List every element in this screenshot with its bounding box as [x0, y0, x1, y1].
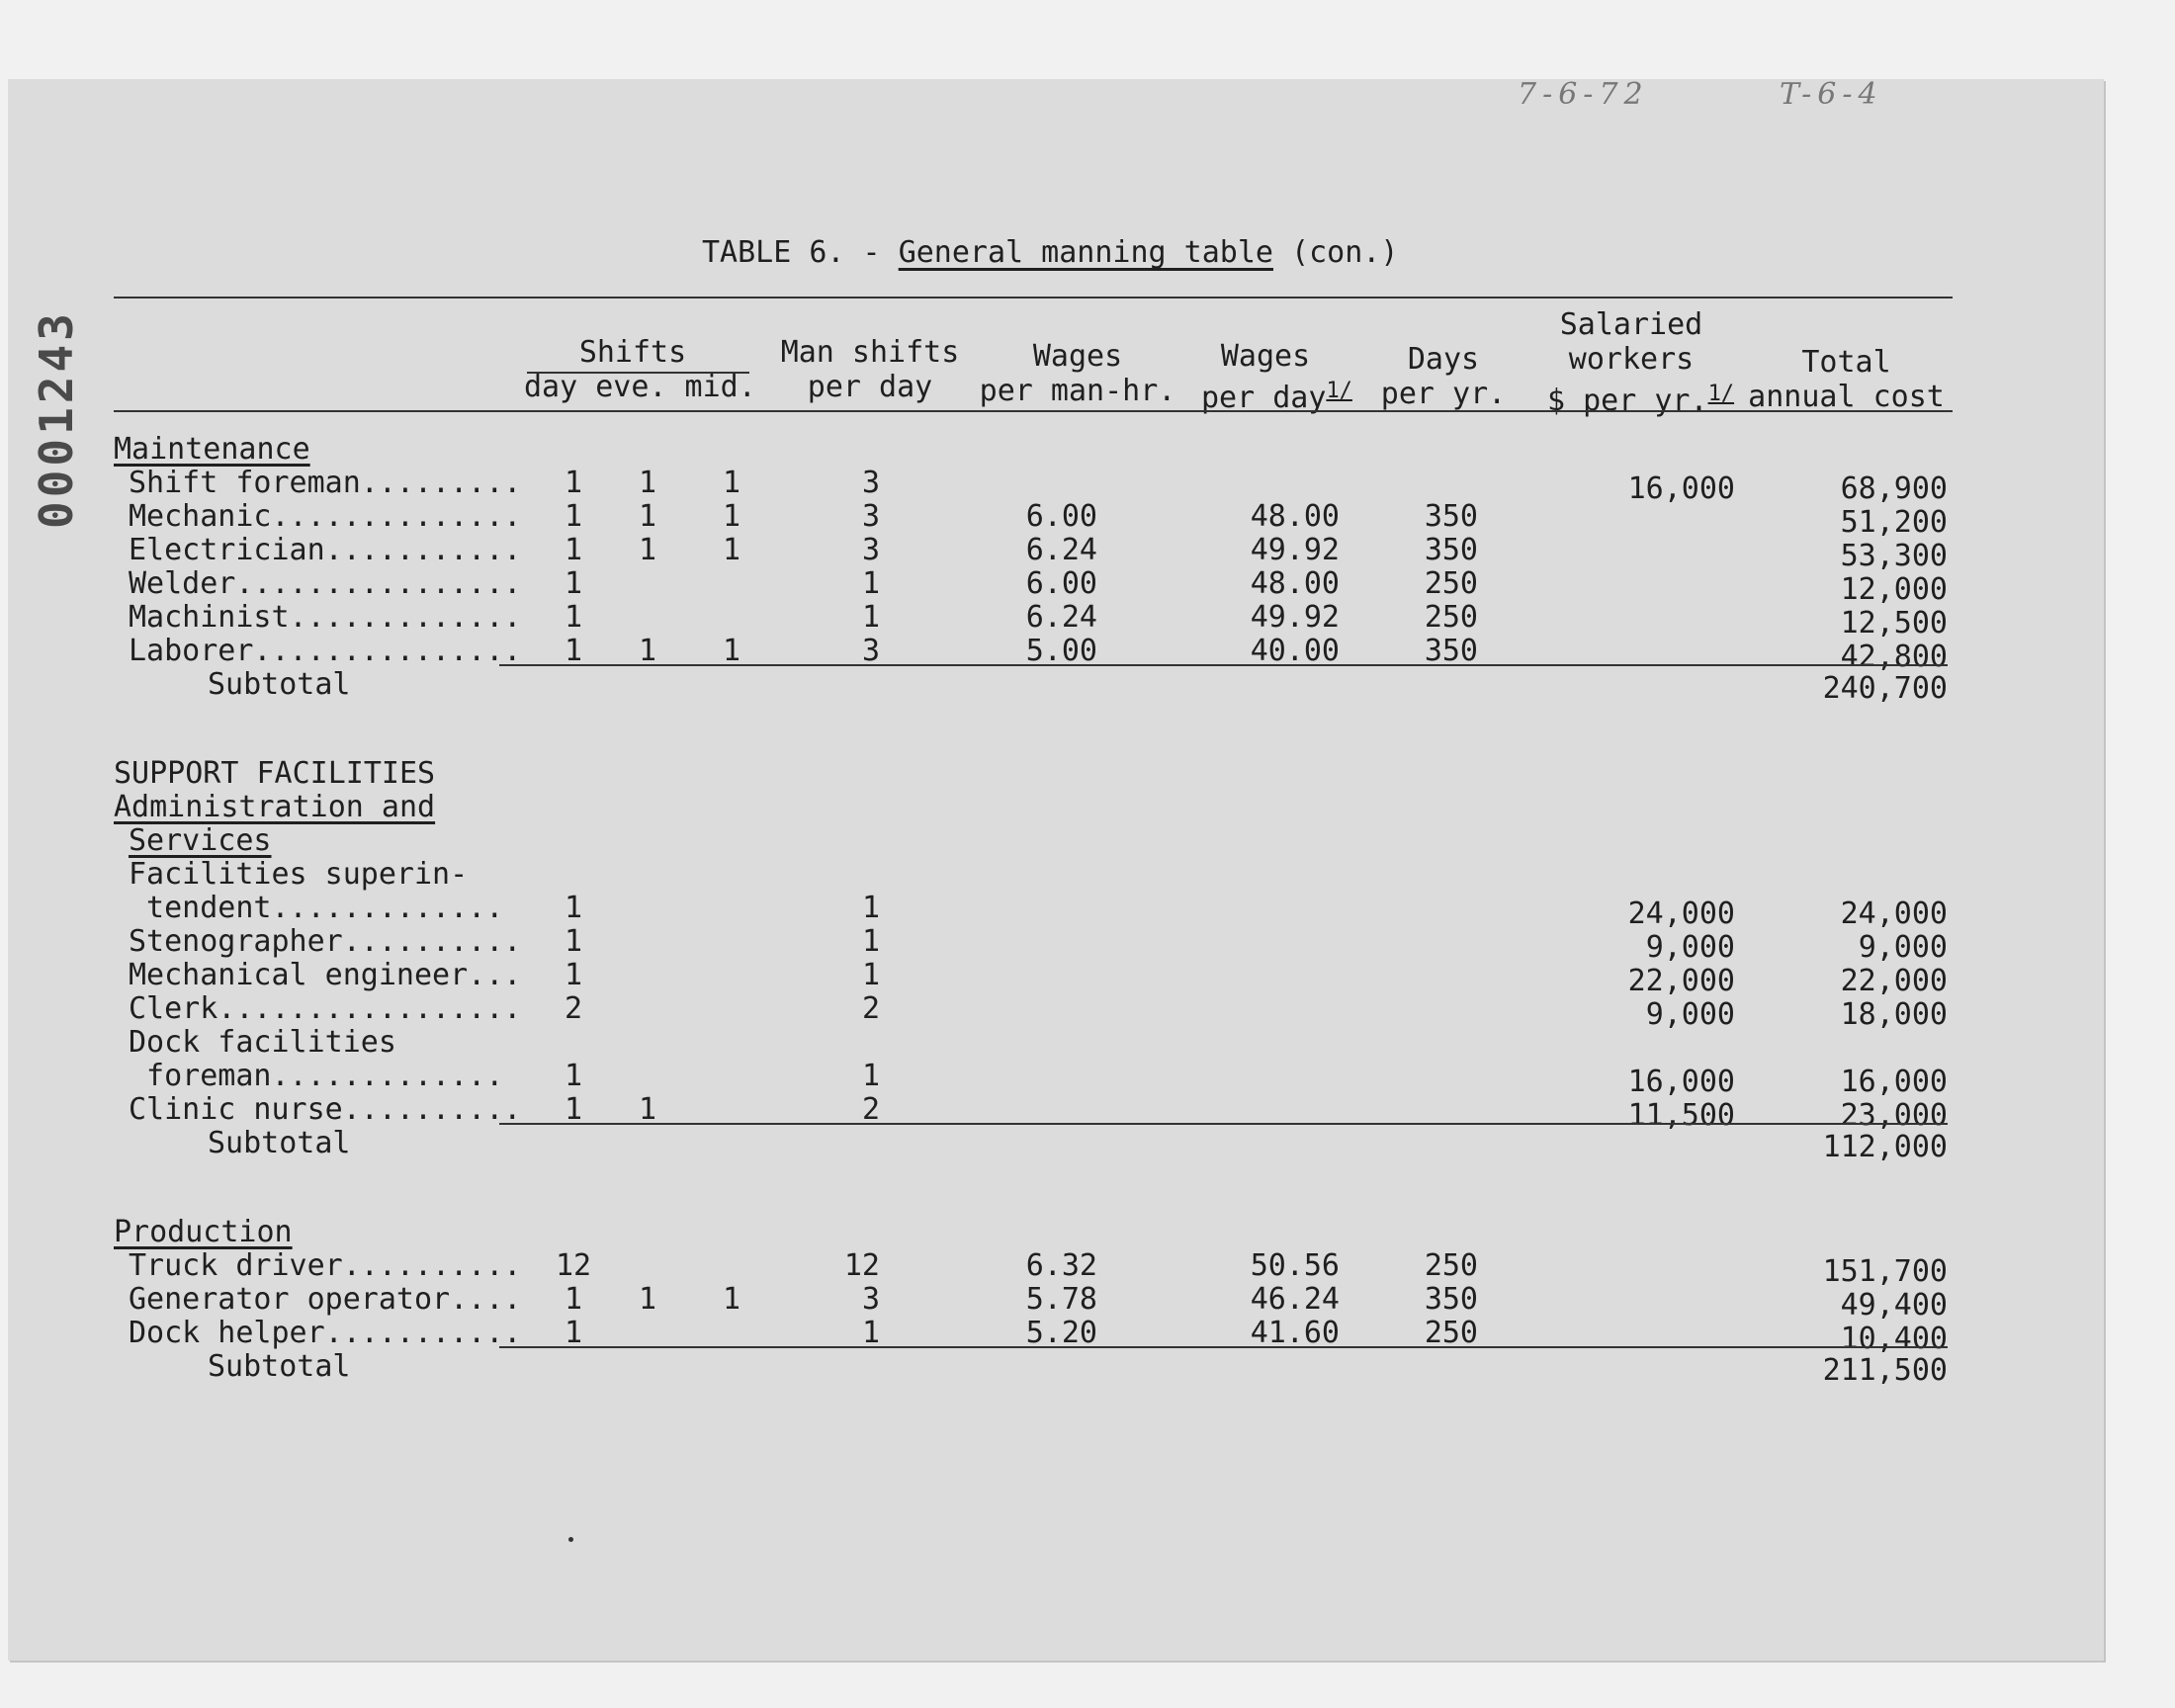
row-label: Shift foreman......... [129, 466, 522, 500]
days-per-year-value: 350 [1424, 499, 1478, 534]
header-salaried: Salaried [1559, 307, 1703, 342]
header-days: Days [1407, 342, 1480, 377]
row-label: Clinic nurse.......... [129, 1092, 522, 1127]
days-per-year-value: 250 [1424, 1248, 1478, 1283]
row-label: Truck driver.......... [129, 1248, 522, 1283]
header-shift-columns: day eve. mid. [524, 370, 756, 404]
total-cost-value: 42,800 [1840, 640, 1948, 674]
wages-per-hour-value: 5.00 [1025, 634, 1097, 668]
total-cost-value: 16,000 [1840, 1065, 1948, 1099]
header-wages-hr-sub: per man-hr. [979, 374, 1176, 408]
subtotal-label: Subtotal [208, 667, 351, 702]
section-heading: Services [129, 823, 272, 858]
salary-value: 16,000 [1627, 1065, 1735, 1099]
shift-day-count: 1 [564, 891, 583, 925]
wages-per-day-value: 41.60 [1250, 1316, 1340, 1350]
days-per-year-value: 250 [1424, 1316, 1478, 1350]
row-label: Electrician........... [129, 533, 522, 567]
man-shifts-value: 1 [861, 566, 880, 601]
shift-eve-count: 1 [638, 634, 657, 668]
stray-mark [568, 1537, 573, 1542]
shift-day-count: 1 [564, 499, 583, 534]
wages-per-day-value: 50.56 [1250, 1248, 1340, 1283]
shift-day-count: 12 [555, 1248, 592, 1283]
total-cost-value: 12,500 [1840, 606, 1948, 640]
total-cost-value: 49,400 [1840, 1288, 1948, 1323]
subtotal-label: Subtotal [208, 1126, 351, 1160]
days-per-year-value: 350 [1424, 533, 1478, 567]
shift-day-count: 2 [564, 991, 583, 1026]
shift-day-count: 1 [564, 1059, 583, 1093]
days-per-year-value: 250 [1424, 566, 1478, 601]
subtotal-rule [499, 1346, 1948, 1348]
section-heading: Maintenance [114, 432, 310, 467]
header-salaried-sub: $ per yr.$^{1/}$ [1547, 382, 1735, 418]
salary-value: 16,000 [1627, 471, 1735, 506]
handwritten-date: 7-6-72 [1518, 77, 1649, 112]
header-wages-hr: Wages [1032, 339, 1123, 374]
shift-day-count: 1 [564, 600, 583, 635]
man-shifts-value: 3 [861, 634, 880, 668]
subtotal-value: 211,500 [1822, 1353, 1948, 1388]
footnote-marker: 1/ [1707, 382, 1735, 406]
man-shifts-value: 1 [861, 600, 880, 635]
man-shifts-value: 3 [861, 466, 880, 500]
row-label: Laborer............... [129, 634, 522, 668]
man-shifts-value: 1 [861, 891, 880, 925]
shift-mid-count: 1 [722, 533, 741, 567]
header-wages-day-sub: per day$^{1/}$ [1201, 379, 1352, 415]
total-cost-value: 68,900 [1840, 471, 1948, 506]
row-label: Mechanical engineer... [129, 958, 522, 992]
salary-value: 11,500 [1627, 1098, 1735, 1133]
shift-day-count: 1 [564, 1316, 583, 1350]
row-label: Dock facilities [129, 1025, 396, 1060]
man-shifts-value: 1 [861, 958, 880, 992]
wages-per-day-value: 49.92 [1250, 533, 1340, 567]
total-cost-value: 10,400 [1840, 1322, 1948, 1356]
shift-day-count: 1 [564, 958, 583, 992]
top-rule [114, 297, 1953, 299]
footnote-marker: 1/ [1326, 379, 1352, 403]
shift-mid-count: 1 [722, 466, 741, 500]
man-shifts-value: 3 [861, 533, 880, 567]
shift-eve-count: 1 [638, 466, 657, 500]
row-label: foreman............. [129, 1059, 504, 1093]
total-cost-value: 22,000 [1840, 964, 1948, 998]
shift-eve-count: 1 [638, 499, 657, 534]
header-wages-day: Wages [1220, 339, 1311, 374]
total-cost-value: 23,000 [1840, 1098, 1948, 1133]
man-shifts-value: 3 [861, 499, 880, 534]
total-cost-value: 9,000 [1858, 930, 1948, 965]
salary-value: 9,000 [1645, 930, 1735, 965]
shift-day-count: 1 [564, 566, 583, 601]
wages-per-day-value: 46.24 [1250, 1282, 1340, 1317]
subtotal-rule [499, 1123, 1948, 1125]
row-label: Stenographer.......... [129, 924, 522, 959]
header-total-sub: annual cost [1748, 380, 1945, 414]
man-shifts-value: 1 [861, 924, 880, 959]
header-total: Total [1801, 345, 1891, 380]
salary-value: 24,000 [1627, 897, 1735, 931]
shift-eve-count: 1 [638, 1092, 657, 1127]
header-rule [114, 410, 1953, 412]
shift-day-count: 1 [564, 533, 583, 567]
subtotal-label: Subtotal [208, 1349, 351, 1384]
man-shifts-value: 2 [861, 1092, 880, 1127]
row-label: Dock helper........... [129, 1316, 522, 1350]
subtotal-value: 240,700 [1822, 671, 1948, 706]
shift-eve-count: 1 [638, 533, 657, 567]
section-heading: Administration and [114, 790, 436, 824]
wages-per-hour-value: 6.24 [1025, 600, 1097, 635]
total-cost-value: 12,000 [1840, 572, 1948, 607]
total-cost-value: 151,700 [1822, 1254, 1948, 1289]
header-salaried-workers: workers [1568, 342, 1695, 377]
wages-per-day-value: 48.00 [1250, 566, 1340, 601]
shift-mid-count: 1 [722, 634, 741, 668]
row-label: Mechanic.............. [129, 499, 522, 534]
wages-per-hour-value: 6.32 [1025, 1248, 1097, 1283]
handwritten-reference: T-6-4 [1780, 77, 1883, 112]
header-man-shifts-sub: per day [807, 370, 933, 404]
shift-day-count: 1 [564, 924, 583, 959]
wages-per-day-value: 49.92 [1250, 600, 1340, 635]
salary-value: 22,000 [1627, 964, 1735, 998]
man-shifts-value: 1 [861, 1059, 880, 1093]
row-label: Machinist............. [129, 600, 522, 635]
row-label: Generator operator.... [129, 1282, 522, 1317]
row-label: Clerk................. [129, 991, 522, 1026]
total-cost-value: 53,300 [1840, 539, 1948, 573]
wages-per-hour-value: 6.00 [1025, 499, 1097, 534]
shift-day-count: 1 [564, 634, 583, 668]
wages-per-day-value: 40.00 [1250, 634, 1340, 668]
days-per-year-value: 350 [1424, 634, 1478, 668]
row-label: Facilities superin- [129, 857, 469, 892]
wages-per-day-value: 48.00 [1250, 499, 1340, 534]
shift-mid-count: 1 [722, 1282, 741, 1317]
total-cost-value: 18,000 [1840, 997, 1948, 1032]
shift-mid-count: 1 [722, 499, 741, 534]
man-shifts-value: 1 [861, 1316, 880, 1350]
days-per-year-value: 250 [1424, 600, 1478, 635]
shift-day-count: 1 [564, 1282, 583, 1317]
shift-eve-count: 1 [638, 1282, 657, 1317]
row-label: Welder................ [129, 566, 522, 601]
row-label: tendent............. [129, 891, 504, 925]
wages-per-hour-value: 6.24 [1025, 533, 1097, 567]
subtotal-rule [499, 664, 1948, 666]
table-title: TABLE 6. - General manning table (con.) [702, 235, 1399, 270]
man-shifts-value: 12 [843, 1248, 880, 1283]
shift-day-count: 1 [564, 466, 583, 500]
header-days-sub: per yr. [1380, 377, 1507, 411]
shift-day-count: 1 [564, 1092, 583, 1127]
header-man-shifts: Man shifts [780, 335, 960, 370]
wages-per-hour-value: 5.20 [1025, 1316, 1097, 1350]
subtotal-value: 112,000 [1822, 1130, 1948, 1164]
section-heading: SUPPORT FACILITIES [114, 756, 436, 791]
total-cost-value: 51,200 [1840, 505, 1948, 540]
man-shifts-value: 3 [861, 1282, 880, 1317]
salary-value: 9,000 [1645, 997, 1735, 1032]
section-heading: Production [114, 1215, 293, 1249]
wages-per-hour-value: 5.78 [1025, 1282, 1097, 1317]
total-cost-value: 24,000 [1840, 897, 1948, 931]
days-per-year-value: 350 [1424, 1282, 1478, 1317]
wages-per-hour-value: 6.00 [1025, 566, 1097, 601]
header-shifts: Shifts [578, 335, 687, 370]
side-document-number: 0001243 [30, 309, 83, 529]
man-shifts-value: 2 [861, 991, 880, 1026]
